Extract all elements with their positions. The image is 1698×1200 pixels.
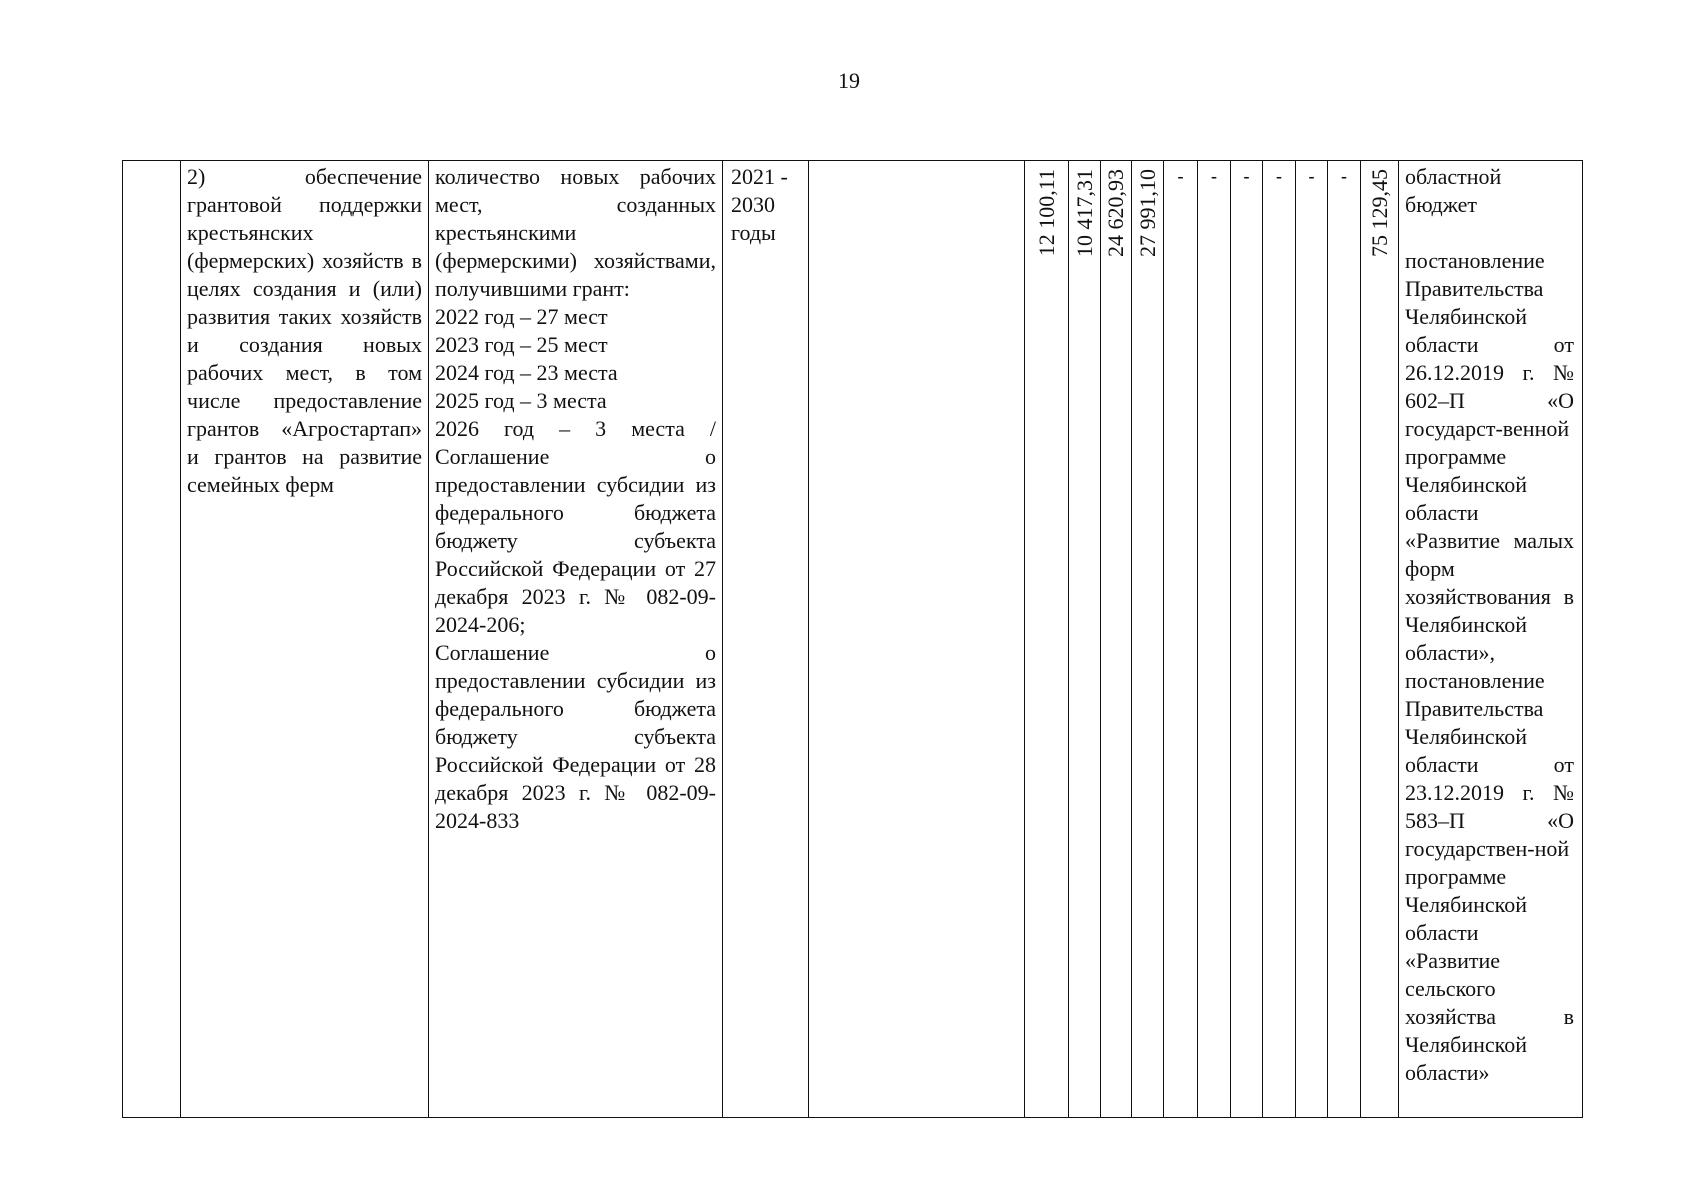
amount-2023: 24 620,93 xyxy=(1103,169,1128,257)
amount-2021: 12 100,11 xyxy=(1033,169,1059,257)
table-row xyxy=(123,161,1583,1118)
period-text: 2021 - 2030 годы xyxy=(731,164,788,245)
dash-2026: - xyxy=(1211,166,1217,186)
amount-cell-2030 xyxy=(1328,161,1361,1118)
dash-2030: - xyxy=(1341,166,1347,186)
measure-cell xyxy=(181,161,429,1118)
dash-2028: - xyxy=(1276,166,1282,186)
amount-cell-2021 xyxy=(1025,161,1069,1118)
total-amount: 75 129,45 xyxy=(1366,169,1392,257)
amount-cell-2022 xyxy=(1069,161,1101,1118)
page-number: 19 xyxy=(838,68,860,93)
indicator-cell xyxy=(429,161,723,1118)
total-cell xyxy=(1361,161,1399,1118)
measure-text: 2) обеспечение грантовой поддержки крестьянских (фермерских) хозяйств в целях создания и (или) развития таких хозяйств и создания новых рабочих мест, в том числе предоставление грантов «Агростартап» и грантов на развитие семейных ферм xyxy=(187,164,422,497)
legal-basis: постановление Правительства Челябинской области от 26.12.2019 г. № 602–П «О государст-венной программе Челябинской области «Развитие малых форм хозяйствования в Челябинской области», постановление Правительства Челябинской области от 23.12.2019 г. № 583–П «О государствен-ной программе Челябинской области «Развитие сельского хозяйства в Челябинской области» xyxy=(1405,248,1574,1085)
dash-2025: - xyxy=(1177,166,1184,186)
dash-2027: - xyxy=(1243,166,1250,186)
amount-cell-2023 xyxy=(1101,161,1132,1118)
amount-cell-2028 xyxy=(1263,161,1296,1118)
amount-cell-2024 xyxy=(1132,161,1164,1118)
amount-2022: 10 417,31 xyxy=(1071,169,1097,257)
program-table xyxy=(122,160,1583,1118)
executor-cell xyxy=(809,161,1025,1118)
dash-2029: - xyxy=(1308,166,1315,186)
amount-cell-2026 xyxy=(1198,161,1231,1118)
amount-cell-2025 xyxy=(1164,161,1198,1118)
indicator-text: количество новых рабочих мест, созданных крестьянскими (фермерскими) хозяйствами, получившими грант: 2022 год – 27 мест 2023 год – 25 мест 2024 год – 23 места 2025 год – 3 места 2026 год – 3 места / Соглашение о предоставлении субсидии из федерального бюджета бюджету субъекта Российской Федерации от 27 декабря 2023 г. № 082-09-2024-206; Соглашение о предоставлении субсидии из федерального бюджета бюджету субъекта Российской Федерации от 28 декабря 2023 г. № 082-09-2024-833 xyxy=(435,164,716,833)
period-cell xyxy=(723,161,809,1118)
amount-cell-2029 xyxy=(1296,161,1328,1118)
row-number-cell xyxy=(123,161,181,1118)
amount-2024: 27 991,10 xyxy=(1134,169,1160,257)
source-basis-cell xyxy=(1399,161,1583,1118)
funding-source: областной бюджет xyxy=(1405,164,1502,217)
amount-cell-2027 xyxy=(1231,161,1263,1118)
